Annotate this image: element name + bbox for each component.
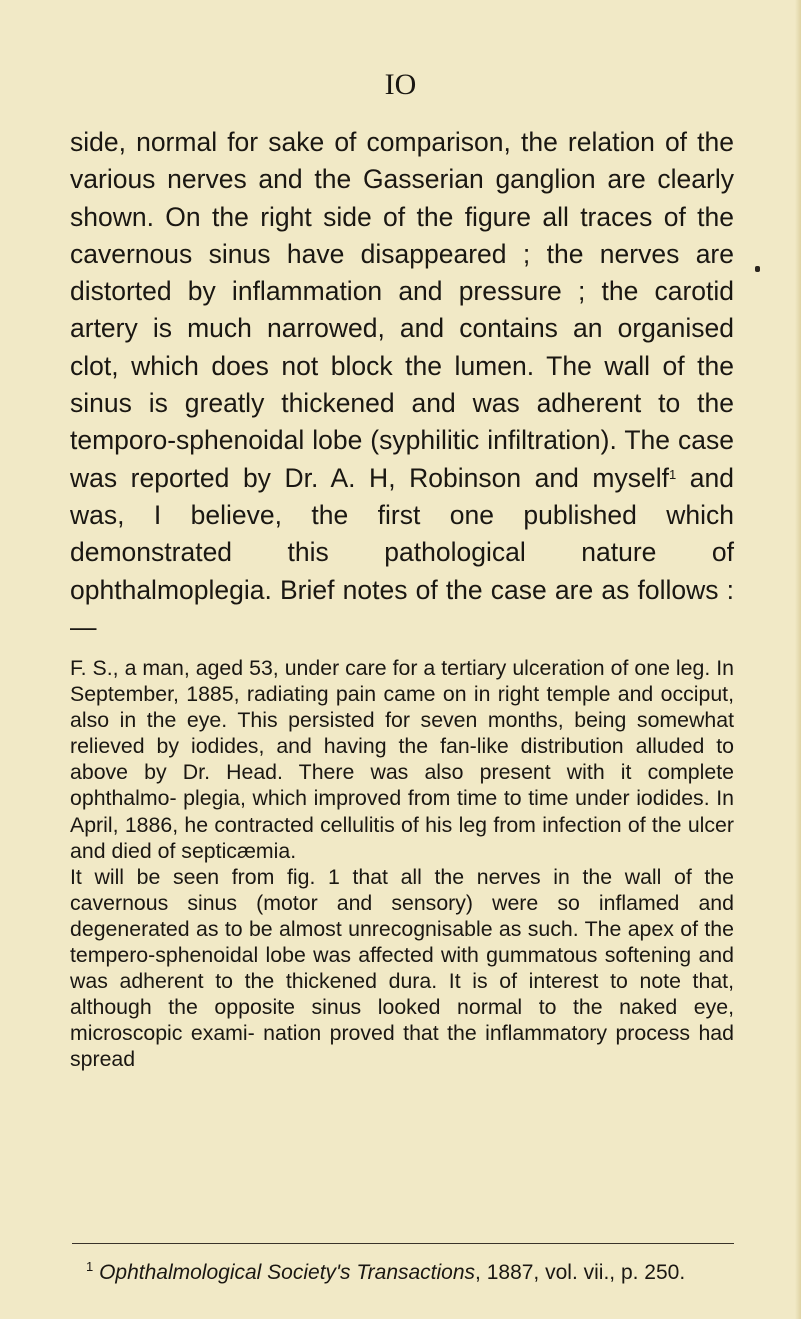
footnote-marker: 1 <box>86 1259 94 1275</box>
main-paragraph <box>70 124 734 646</box>
footnote <box>86 1260 746 1286</box>
page-edge-shadow <box>795 0 801 1319</box>
footnote-details: , 1887, vol. vii., p. 250. <box>475 1261 686 1284</box>
margin-ink-mark <box>755 266 760 272</box>
footnote-journal-title: Ophthalmological Society's Transactions <box>99 1261 476 1284</box>
main-paragraph-part1: side, normal for sake of comparison, the relation of the various nerves and the Gasserian ganglion are clearly shown. On the right side of the figure all traces of the cavernous sinus have disappeared ; the nerves are distorted by inflammation and pressure ; the carotid artery is much narrowed, and contains an organised clot, which does not block the lumen. The wall of the sinus is greatly thickened and was adherent to the temporo-sphenoidal lobe (syphilitic infiltration). The case was reported by Dr. A. H, Robinson and myself <box>70 127 734 493</box>
main-paragraph-part2: and was, I believe, the first one published which demonstrated this pathological nature of ophthalmoplegia. Brief notes of the case are as follows :— <box>70 462 734 642</box>
footnote-reference: 1 <box>668 466 677 482</box>
case-notes <box>70 655 734 1073</box>
page-number: IO <box>384 68 417 101</box>
case-notes-paragraph-2: It will be seen from fig. 1 that all the nerves in the wall of the cavernous sinus (motor and sensory) were so inflamed and degenerated as to be almost unrecognisable as such. The apex of the tempero-sphenoidal lobe was affected with gummatous softening and was adherent to the thickened dura. It is of interest to note that, although the opposite sinus looked normal to the naked eye, microscopic exami- nation proved that the inflammatory process had spread <box>70 864 734 1072</box>
footnote-divider <box>72 1243 734 1244</box>
case-notes-paragraph-1: F. S., a man, aged 53, under care for a tertiary ulceration of one leg. In September, 1885, radiating pain came on in right temple and occiput, also in the eye. This persisted for seven months, being somewhat relieved by iodides, and having the fan-like distribution alluded to above by Dr. Head. There was also present with it complete ophthalmo- plegia, which improved from time to time under iodides. In April, 1886, he contracted cellulitis of his leg from infection of the ulcer and died of septicæmia. <box>70 656 734 863</box>
